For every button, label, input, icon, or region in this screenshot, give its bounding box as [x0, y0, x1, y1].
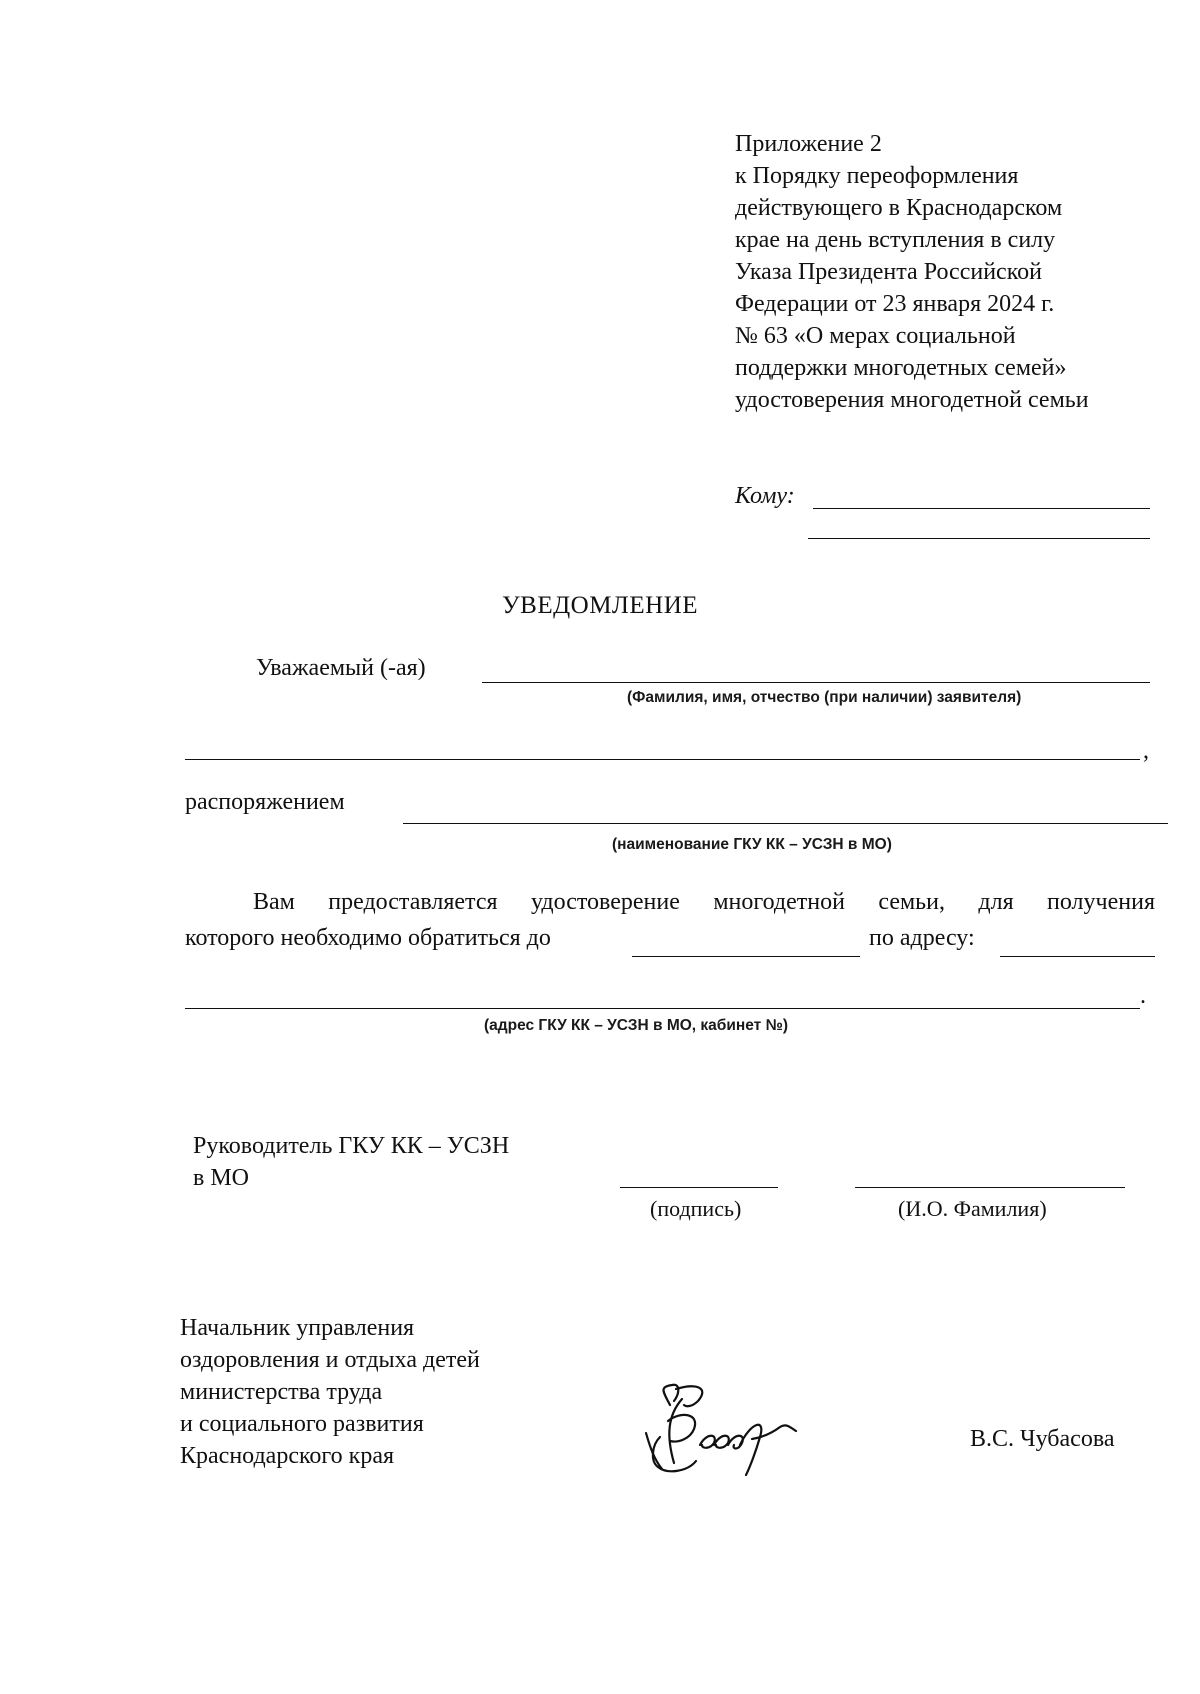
appendix-line: Приложение 2 — [735, 131, 882, 157]
word: семьи, — [878, 889, 945, 915]
applicant-name-line[interactable] — [482, 682, 1150, 683]
signatory-1-line: Руководитель ГКУ КК – УСЗН — [193, 1133, 510, 1159]
order-label: распоряжением — [185, 789, 345, 815]
signatory-2-name: В.С. Чубасова — [970, 1426, 1115, 1452]
addressee-line-1[interactable] — [813, 508, 1150, 509]
order-caption: (наименование ГКУ КК – УСЗН в МО) — [612, 836, 892, 853]
handwritten-signature — [640, 1375, 860, 1485]
trailing-comma: , — [1143, 738, 1149, 764]
name-caption: (И.О. Фамилия) — [898, 1196, 1047, 1221]
appendix-line: удостоверения многодетной семьи — [735, 387, 1089, 413]
signature-line[interactable] — [620, 1187, 778, 1188]
signatory-1-line: в МО — [193, 1165, 250, 1191]
address-period: . — [1140, 983, 1146, 1009]
appendix-line: Федерации от 23 января 2024 г. — [735, 291, 1055, 317]
appendix-line: № 63 «О мерах социальной — [735, 323, 1016, 349]
signatory-2-line: и социального развития — [180, 1411, 424, 1437]
greeting-label: Уважаемый (-ая) — [256, 655, 426, 681]
appendix-line: поддержки многодетных семей» — [735, 355, 1067, 381]
appendix-line: крае на день вступления в силу — [735, 227, 1056, 253]
word: для — [978, 889, 1014, 915]
appendix-line: действующего в Краснодарском — [735, 195, 1063, 221]
signatory-2-title — [180, 1312, 480, 1472]
word: удостоверение — [530, 889, 680, 915]
applicant-name-line-2[interactable] — [185, 759, 1140, 760]
document-title: УВЕДОМЛЕНИЕ — [501, 592, 699, 619]
signatory-2-line: оздоровления и отдыха детей — [180, 1347, 480, 1373]
signatory-2-line: Начальник управления — [180, 1315, 415, 1341]
paragraph-line-2b: по адресу: — [869, 925, 975, 951]
signatory-1-title — [193, 1130, 509, 1194]
notice-paragraph — [185, 885, 1155, 919]
applicant-name-caption: (Фамилия, имя, отчество (при наличии) заявителя) — [627, 689, 1022, 706]
word: предоставляется — [328, 889, 498, 915]
address-caption: (адрес ГКУ КК – УСЗН в МО, кабинет №) — [484, 1017, 789, 1034]
word: Вам — [253, 889, 295, 915]
signatory-2-line: министерства труда — [180, 1379, 383, 1405]
initials-name-line[interactable] — [855, 1187, 1125, 1188]
address-line-1[interactable] — [1000, 956, 1155, 957]
word: многодетной — [713, 889, 845, 915]
addressee-label: Кому: — [735, 483, 795, 509]
signatory-2-line: Краснодарского края — [180, 1443, 395, 1469]
word: получения — [1047, 889, 1155, 915]
paragraph-line-1 — [185, 885, 1155, 919]
appendix-line: к Порядку переоформления — [735, 163, 1019, 189]
paragraph-line-2a: которого необходимо обратиться до — [185, 925, 551, 951]
signature-caption: (подпись) — [650, 1196, 742, 1221]
addressee-line-2[interactable] — [808, 538, 1150, 539]
appendix-line: Указа Президента Российской — [735, 259, 1042, 285]
deadline-line[interactable] — [632, 956, 860, 957]
address-line-2[interactable] — [185, 1008, 1140, 1009]
appendix-header — [735, 128, 1089, 416]
order-line[interactable] — [403, 823, 1168, 824]
